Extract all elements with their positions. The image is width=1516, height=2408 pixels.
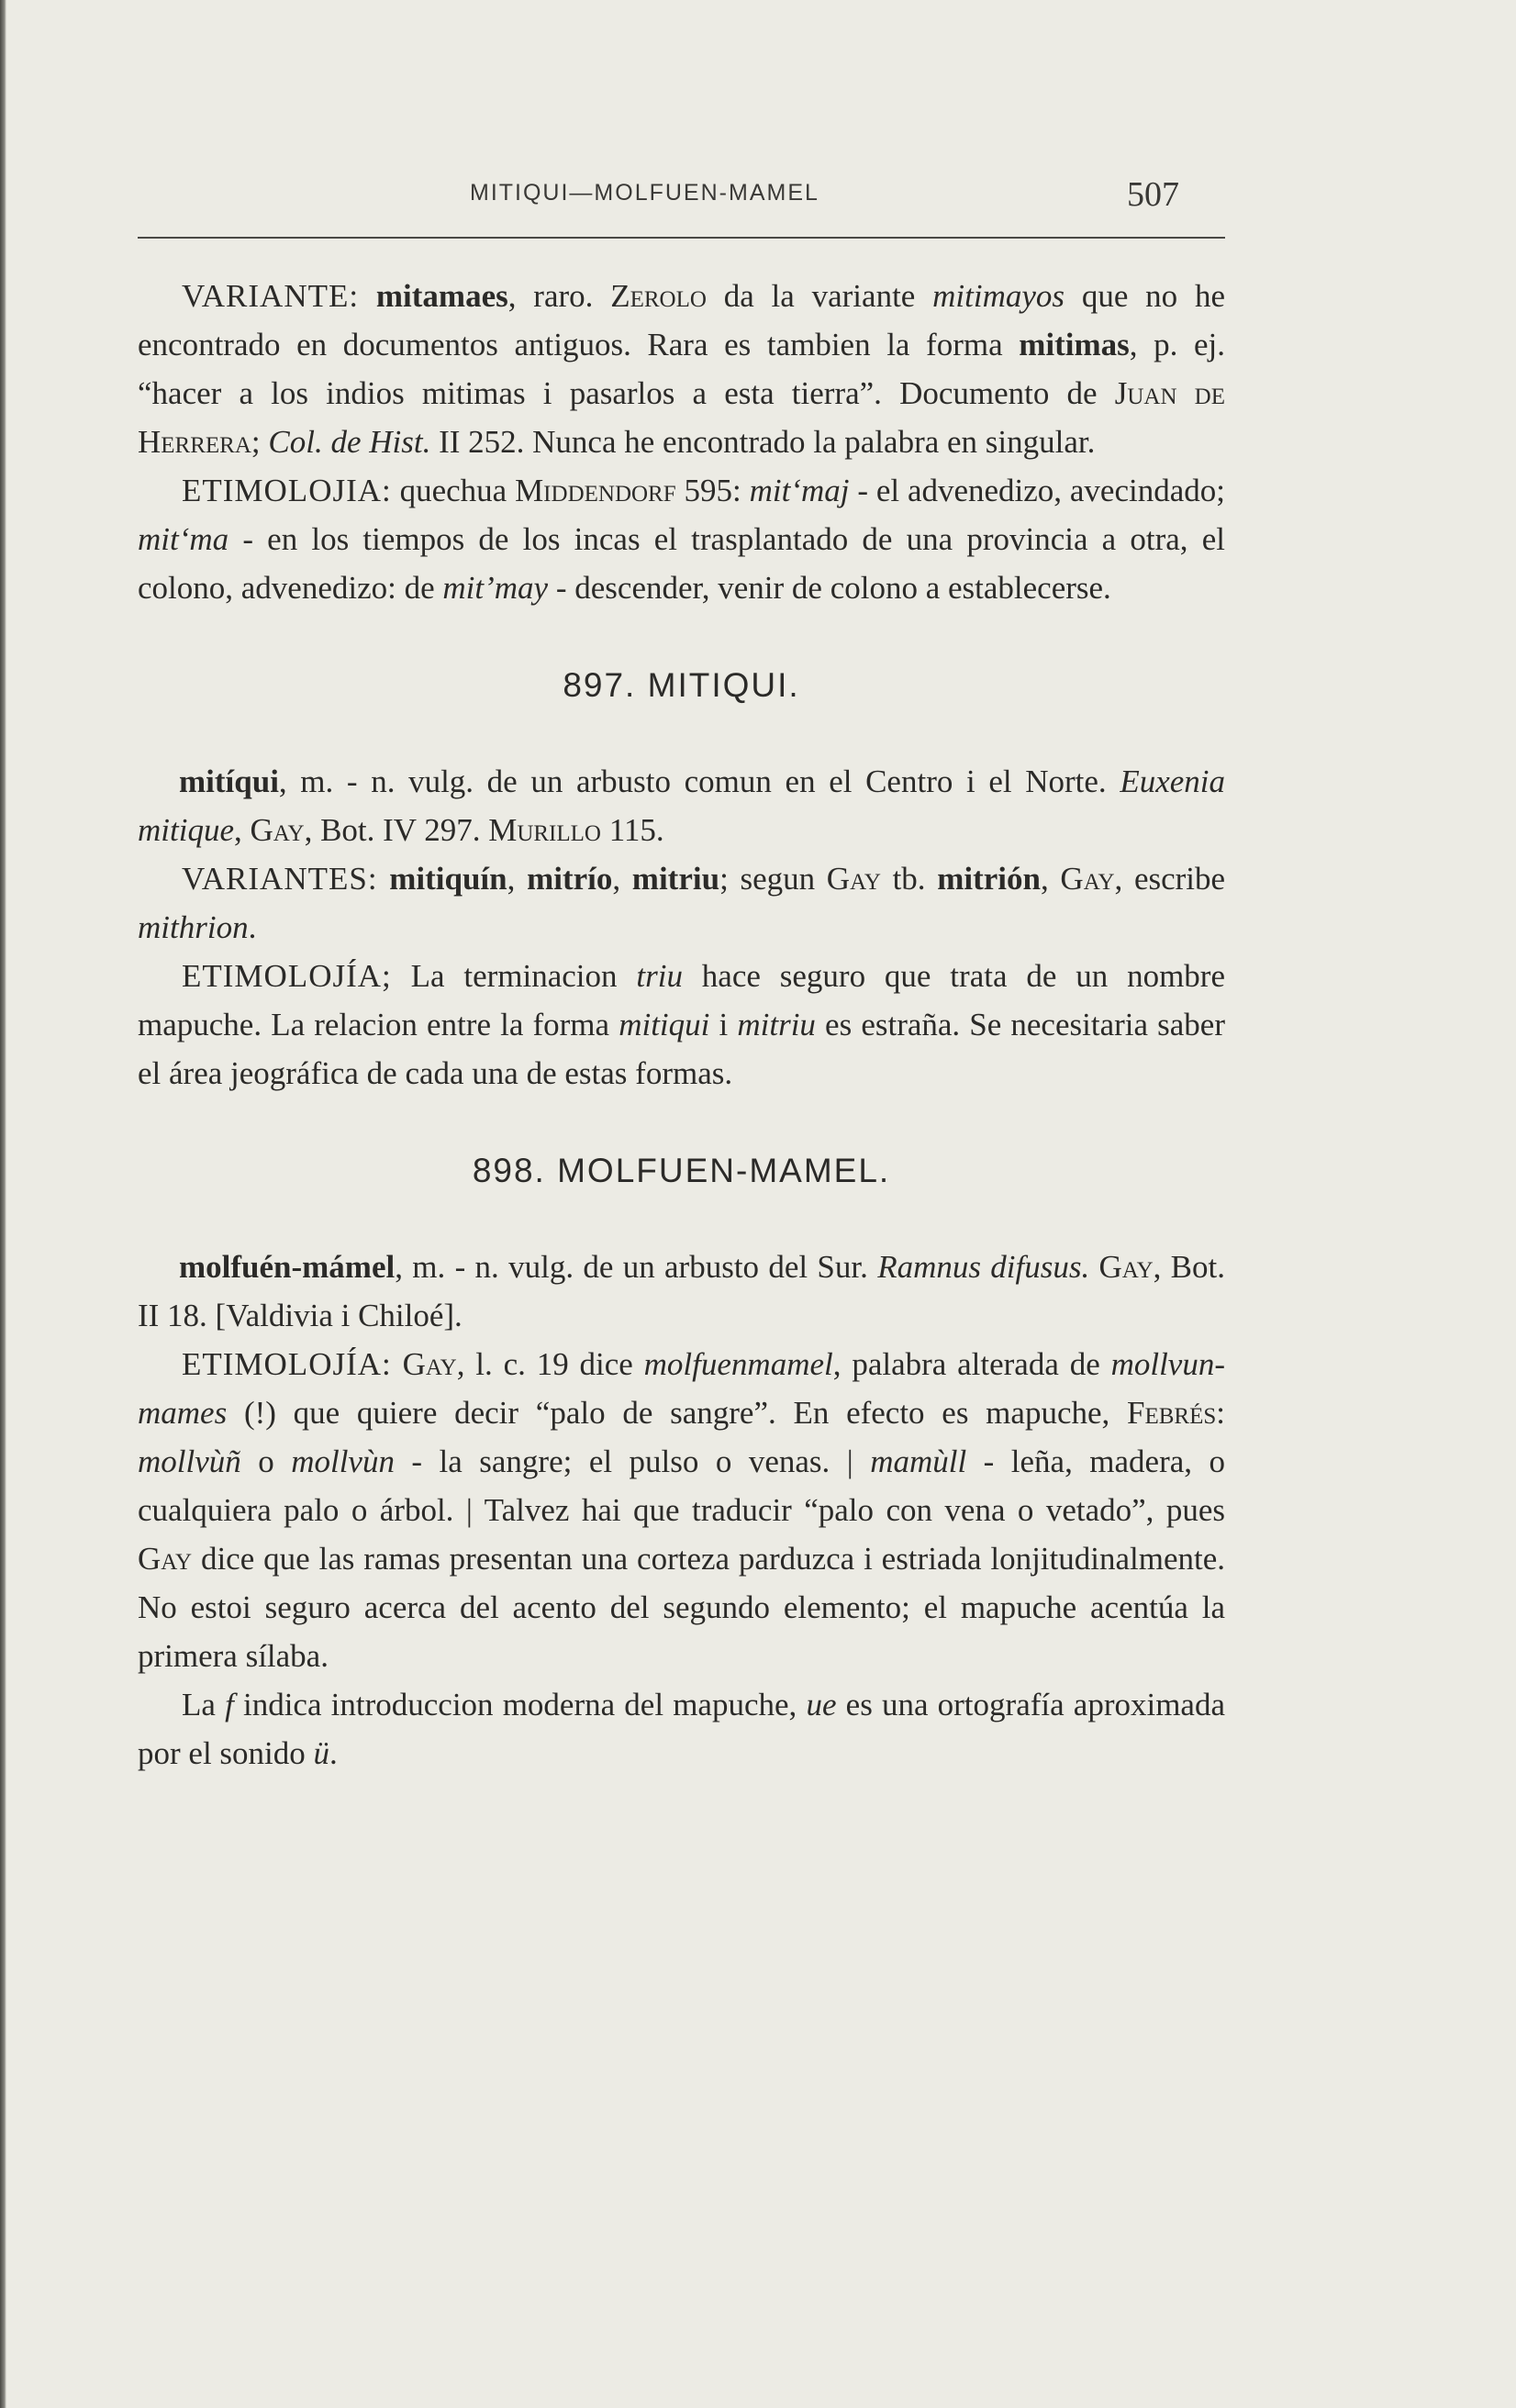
text: que no he encontrado en documentos antiguos. Rara es tambien la forma [138,278,1225,362]
author-name: Gay [250,812,305,848]
text: , Bot. II 18. [Valdivia i Chiloé]. [138,1249,1226,1333]
text: i [709,1007,738,1042]
text: quechua [391,473,516,508]
headword: mitíqui [179,764,279,799]
entry-heading-897: 897. MITIQUI. [563,666,800,704]
text: ; [251,424,269,460]
text [378,861,390,897]
italic-term: Ramnus difusus. [877,1249,1090,1285]
text: es estraña. Se necesitaria saber el área jeográfica de cada una de estas formas. [138,1007,1225,1091]
text [1089,1249,1098,1285]
page-spine-edge [0,0,6,2408]
section-label: ETIMOLOJÍA; [182,958,392,994]
text: - el advenedizo, avecindado; [849,473,1225,508]
text: , [507,861,528,897]
page-number: 507 [1127,175,1179,214]
text: hace seguro que trata de un nombre mapuche. La relacion entre la forma [138,958,1225,1042]
text: , [1040,861,1061,897]
text: es una ortografía aproximada por el sonido [138,1687,1226,1771]
italic-term: molfuenmamel [643,1346,833,1382]
etimolojia-paragraph [138,952,1225,1098]
headword-variant: mitiquín [389,861,507,897]
text: - en los tiempos de los incas el trasplantado de una provincia a otra, el colono, advenedizo: de [138,521,1225,606]
text: dice que las ramas presentan una corteza parduzca i estriada lonjitudinalmente. No estoi seguro acerca del acento del segundo elemento; el mapuche acentúa la primera sílaba. [138,1541,1225,1674]
headword-variant: mitrío [527,861,613,897]
author-name: Zerolo [610,278,707,314]
page-body [138,272,1225,1778]
author-name: Gay [826,861,881,897]
italic-term: triu [636,958,683,994]
italic-term: mamùll [870,1444,967,1479]
text: - la sangre; el pulso o venas. | [394,1444,871,1479]
author-name: Murillo [488,812,601,848]
headword: molfuén-mámel [179,1249,396,1285]
header-rule [138,237,1225,239]
entry-definition [138,1243,1225,1340]
section-label: ETIMOLOJIA: [182,473,392,508]
text: , l. c. 19 dice [456,1346,644,1382]
entry-definition [138,757,1225,854]
italic-term: mollvun-mames [138,1346,1225,1431]
author-name: Juan de Herrera [138,375,1226,460]
text: (!) que quiere decir “palo de sangre”. En efecto es mapuche, [227,1395,1127,1431]
italic-term: mitriu [737,1007,816,1042]
text: , m. - n. vulg. de un arbusto comun en el Centro i el Norte. [278,764,1120,799]
italic-term: mitiqui [619,1007,710,1042]
author-name: Gay [1098,1249,1154,1285]
italic-term: mollvùn [291,1444,395,1479]
spacer [138,711,1225,757]
italic-term: mit’may [442,570,549,606]
headword-variant: mitimas [1019,327,1130,362]
text: , palabra alterada de [832,1346,1111,1382]
text: 595: [675,473,750,508]
variantes-paragraph [138,854,1225,952]
etimolojia-paragraph [138,1340,1225,1680]
italic-term: Euxenia mitique [138,764,1225,848]
text: . [329,1735,338,1771]
text: . [248,909,257,945]
text: , escribe [1114,861,1226,897]
italic-term: mit‘maj [749,473,850,508]
entry-heading-898: 898. MOLFUEN-MAMEL. [472,1152,891,1189]
headword-variant: mitamaes [375,278,508,314]
variante-paragraph [138,272,1225,466]
section-label: VARIANTE: [182,278,360,314]
italic-term: mitimayos [932,278,1065,314]
spacer [138,1197,1225,1243]
running-head: MITIQUI—MOLFUEN-MAMEL [470,180,819,206]
text: La [182,1687,226,1722]
spacer [138,612,1225,660]
text: - leña, madera, o cualquiera palo o árbol. | Talvez hai que traducir “palo con vena o vetado”, pues [138,1444,1225,1528]
italic-term: mit‘ma [138,521,229,557]
italic-term: ue [806,1687,837,1722]
author-name: Gay [138,1541,193,1577]
section-label: ETIMOLOJÍA: [182,1346,392,1382]
text: da la variante [706,278,933,314]
text: o [240,1444,292,1479]
note-paragraph [138,1680,1225,1778]
text: , [612,861,632,897]
text: 115. [600,812,664,848]
section-label: VARIANTES: [182,861,378,897]
spacer [138,1098,1225,1145]
etimolojia-paragraph [138,466,1225,612]
text: tb. [880,861,938,897]
italic-term: f [225,1687,234,1722]
headword-variant: mitrión [937,861,1041,897]
text [392,1346,403,1382]
text: indica introduccion moderna del mapuche, [233,1687,807,1722]
page-header [138,175,1225,217]
italic-term: Col. de Hist. [268,424,431,460]
author-name: Febrés [1127,1395,1217,1431]
text: , raro. [507,278,611,314]
text: II 252. Nunca he encontrado la palabra en singular. [430,424,1096,460]
text: - descender, venir de colono a establecerse. [548,570,1111,606]
text: La terminacion [391,958,637,994]
text: ; segun [719,861,827,897]
headword-variant: mitriu [631,861,720,897]
text: , m. - n. vulg. de un arbusto del Sur. [395,1249,878,1285]
text: , Bot. IV 297. [304,812,489,848]
italic-term: ü [313,1735,330,1771]
text: , p. ej. “hacer a los indios mitimas i pasarlos a esta tierra”. Documento de [138,327,1225,411]
text: , [233,812,251,848]
italic-term: mollvùñ [138,1444,241,1479]
author-name: Gay [1060,861,1115,897]
italic-term: mithrion [138,909,249,945]
author-name: Middendorf [515,473,676,508]
text: : [1216,1395,1225,1431]
author-name: Gay [402,1346,457,1382]
